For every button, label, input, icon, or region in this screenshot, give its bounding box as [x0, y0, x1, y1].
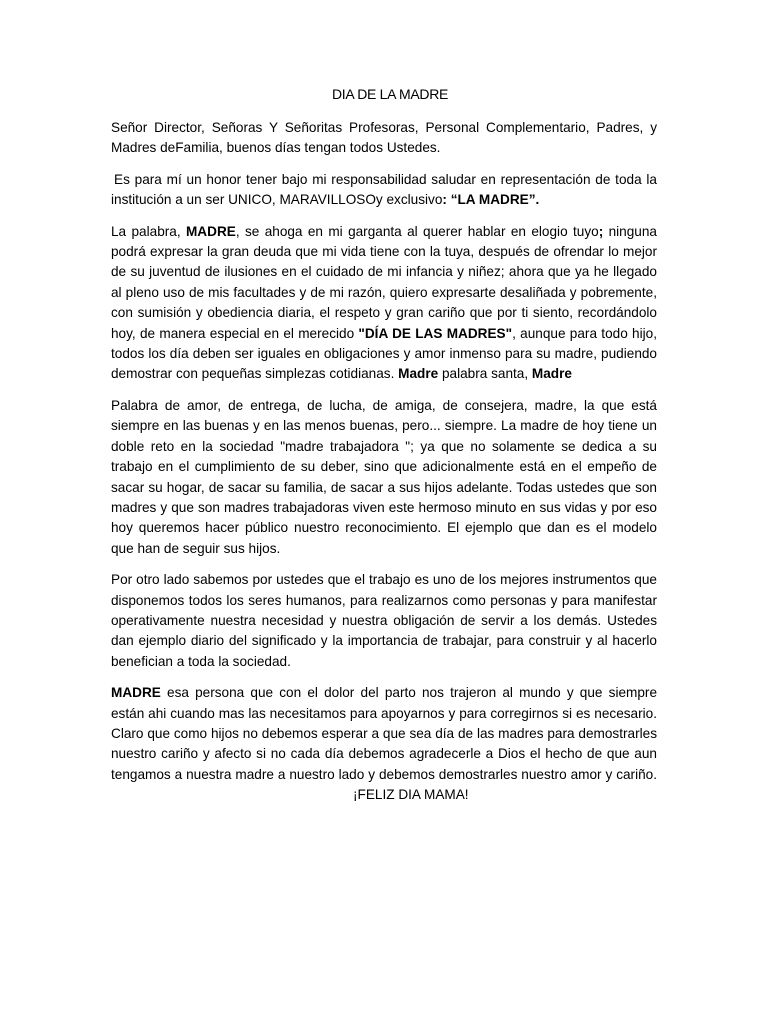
mother-word-paragraph: [111, 222, 657, 385]
mother-word-bold-2: Madre: [398, 366, 439, 382]
mother-word-text-1: La palabra,: [111, 223, 186, 239]
introduction-text: Es para mí un honor tener bajo mi responsabilidad saludar en representación de toda la institución a un ser UNICO, MARAVILLOSOy exclusivo: [111, 171, 657, 208]
mother-word-text-5: palabra santa,: [438, 366, 532, 382]
work-text: Por otro lado sabemos por ustedes que el trabajo es uno de los mejores instrumentos que disponemos todos los seres humanos, para realizarnos como personas y para manifestar operativamente nuestra necesidad y nuestra obligación de servir a los demás. Ustedes dan ejemplo diario del significado y la importancia de trabajar, para construir y al hacerlo benefician a toda la sociedad.: [111, 572, 657, 669]
greeting-text: Señor Director, Señoras Y Señoritas Profesoras, Personal Complementario, Padres, y Madres deFamilia, buenos días tengan todos Ustedes.: [111, 120, 657, 156]
closing-text: esa persona que con el dolor del parto nos trajeron al mundo y que siempre están ahi cuando mas las necesitamos para apoyarnos y para corregirnos si es necesario. Claro que como hijos no debemos esperar a que sea día de las madres para demostrarles nuestro cariño y afecto si no cada día debemos agradecerle a Dios el hecho de que aun tengamos a nuestra madre a nuestro lado y debemos demostrarles nuestro amor y cariño.: [111, 685, 657, 782]
greeting-paragraph: [111, 118, 657, 159]
introduction-emphasis: : “LA MADRE”.: [442, 192, 540, 208]
mother-word-text-3: ninguna podrá expresar la gran deuda que mi vida tiene con la tuya, después de ofrendar lo mejor de su juventud de ilusiones en el cuidado de mi infancia y niñez; ahora que ya he llegado al pleno uso de mis facultades y de mi razón, quiero expresarte desaliñada y pobremente, con sumisión y obediencia diaria, el respeto y gran cariño que por ti siento, recordándolo hoy, de manera especial en el merecido: [111, 223, 657, 341]
closing-paragraph: [111, 683, 657, 805]
introduction-paragraph: [111, 170, 657, 211]
mother-word-bold-1: MADRE: [185, 223, 236, 239]
mothers-day-bold: "DÍA DE LAS MADRES": [358, 325, 513, 341]
work-paragraph: [111, 570, 657, 672]
word-of-love-paragraph: [111, 396, 657, 559]
word-of-love-text: Palabra de amor, de entrega, de lucha, de amiga, de consejera, madre, la que está siempre en las buenas y en las menos buenas, pero... siempre. La madre de hoy tiene un doble reto en la sociedad "madre trabajadora "; ya que no solamente se dedica a su trabajo en el cumplimiento de su deber, sino que adicionalmente está en el empeño de sacar su hogar, de sacar su familia, de sacar a sus hijos adelante. Todas ustedes que son madres y que son madres trabajadoras viven este hermoso minuto en sus vidas y por eso hoy queremos hacer público nuestro reconocimiento. El ejemplo que dan es el modelo que han de seguir sus hijos.: [111, 397, 657, 556]
document-title: DIA DE LA MADRE: [331, 86, 449, 102]
closing-greeting: ¡FELIZ DIA MAMA!: [353, 787, 469, 803]
mother-word-bold-3: Madre: [531, 366, 572, 382]
mother-word-text-4: , aunque para todo hijo, todos los día deben ser iguales en obligaciones y amor inmenso para su madre, pudiendo demostrar con pequeñas simplezas cotidianas.: [111, 325, 657, 382]
mother-word-text-2: , se ahoga en mi garganta al querer hablar en elogio tuyo: [235, 223, 599, 239]
mother-word-semicolon: ;: [598, 223, 604, 239]
closing-bold-madre: MADRE: [111, 685, 161, 701]
